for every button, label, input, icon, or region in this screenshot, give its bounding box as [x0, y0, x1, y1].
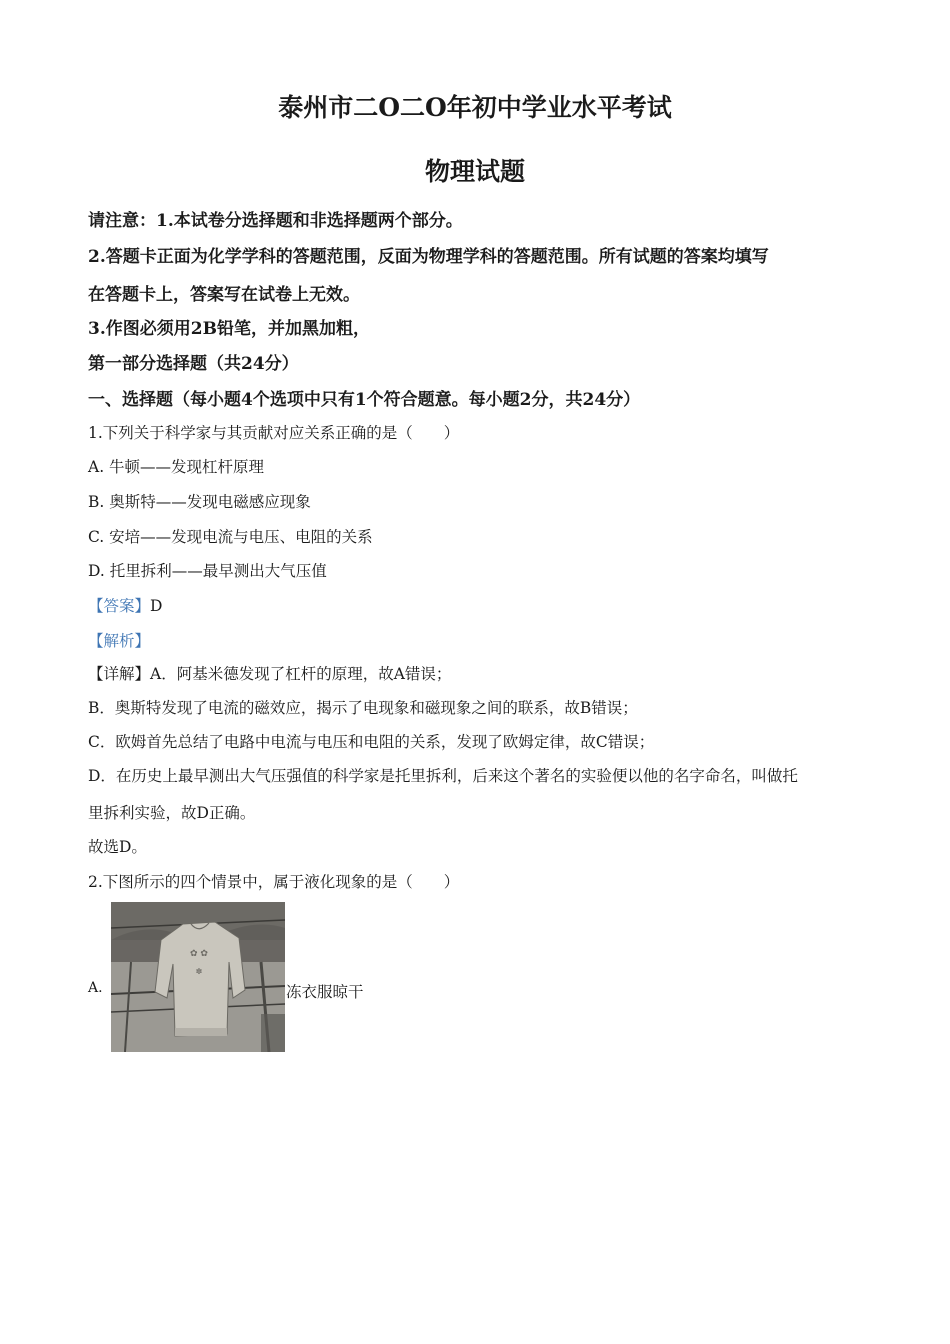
detail-line-d-cont: 里拆利实验，故D正确。	[88, 804, 256, 822]
question-2-stem: 2.下图所示的四个情景中，属于液化现象的是（ ）	[88, 873, 460, 891]
part-heading: 第一部分选择题（共24分）	[88, 354, 299, 374]
exam-subtitle: 物理试题	[424, 157, 525, 186]
section-heading: 一、选择题（每小题4个选项中只有1个符合题意。每小题2分，共24分）	[88, 390, 641, 410]
question-1-option-a: A. 牛顿——发现杠杆原理	[88, 458, 265, 476]
answer-line	[88, 594, 162, 616]
question-1-option-c: C. 安培——发现电流与电压、电阻的关系	[88, 528, 373, 546]
detail-line-c: C．欧姆首先总结了电路中电流与电压和电阻的关系，发现了欧姆定律，故C错误；	[88, 733, 655, 751]
answer-value: D	[150, 597, 163, 615]
frozen-clothes-illustration	[111, 902, 285, 1052]
question-1-option-d: D. 托里拆利——最早测出大气压值	[88, 562, 327, 580]
detail-line-a: 【详解】A．阿基米德发现了杠杆的原理，故A错误；	[88, 665, 452, 683]
question-2-option-a-caption: 冻衣服晾干	[286, 983, 364, 1001]
notice-line-2a: 2.答题卡正面为化学学科的答题范围，反面为物理学科的答题范围。所有试题的答案均填写	[88, 247, 769, 267]
question-2-option-a-letter: A.	[88, 980, 103, 996]
detail-line-d: D．在历史上最早测出大气压强值的科学家是托里拆利，后来这个著名的实验便以他的名字命名，叫做托	[88, 767, 798, 785]
detail-line-b: B．奥斯特发现了电流的磁效应，揭示了电现象和磁现象之间的联系，故B错误；	[88, 699, 638, 717]
question-1-stem: 1.下列关于科学家与其贡献对应关系正确的是（ ）	[88, 424, 460, 442]
question-1-option-b: B. 奥斯特——发现电磁感应现象	[88, 493, 311, 511]
notice-line-1: 请注意：1.本试卷分选择题和非选择题两个部分。	[88, 211, 463, 231]
analysis-tag: 【解析】	[88, 632, 151, 650]
answer-tag: 【答案】	[88, 597, 151, 615]
notice-line-2b: 在答题卡上，答案写在试卷上无效。	[88, 285, 360, 305]
exam-title: 泰州市二O二O年初中学业水平考试	[278, 93, 672, 122]
frozen-clothes-photo	[111, 902, 285, 1052]
conclusion: 故选D。	[88, 838, 147, 856]
notice-line-3: 3.作图必须用2B铅笔，并加黑加粗，	[88, 319, 370, 339]
svg-text:✿ ✿: ✿ ✿	[190, 949, 208, 959]
svg-text:✽: ✽	[195, 967, 203, 976]
